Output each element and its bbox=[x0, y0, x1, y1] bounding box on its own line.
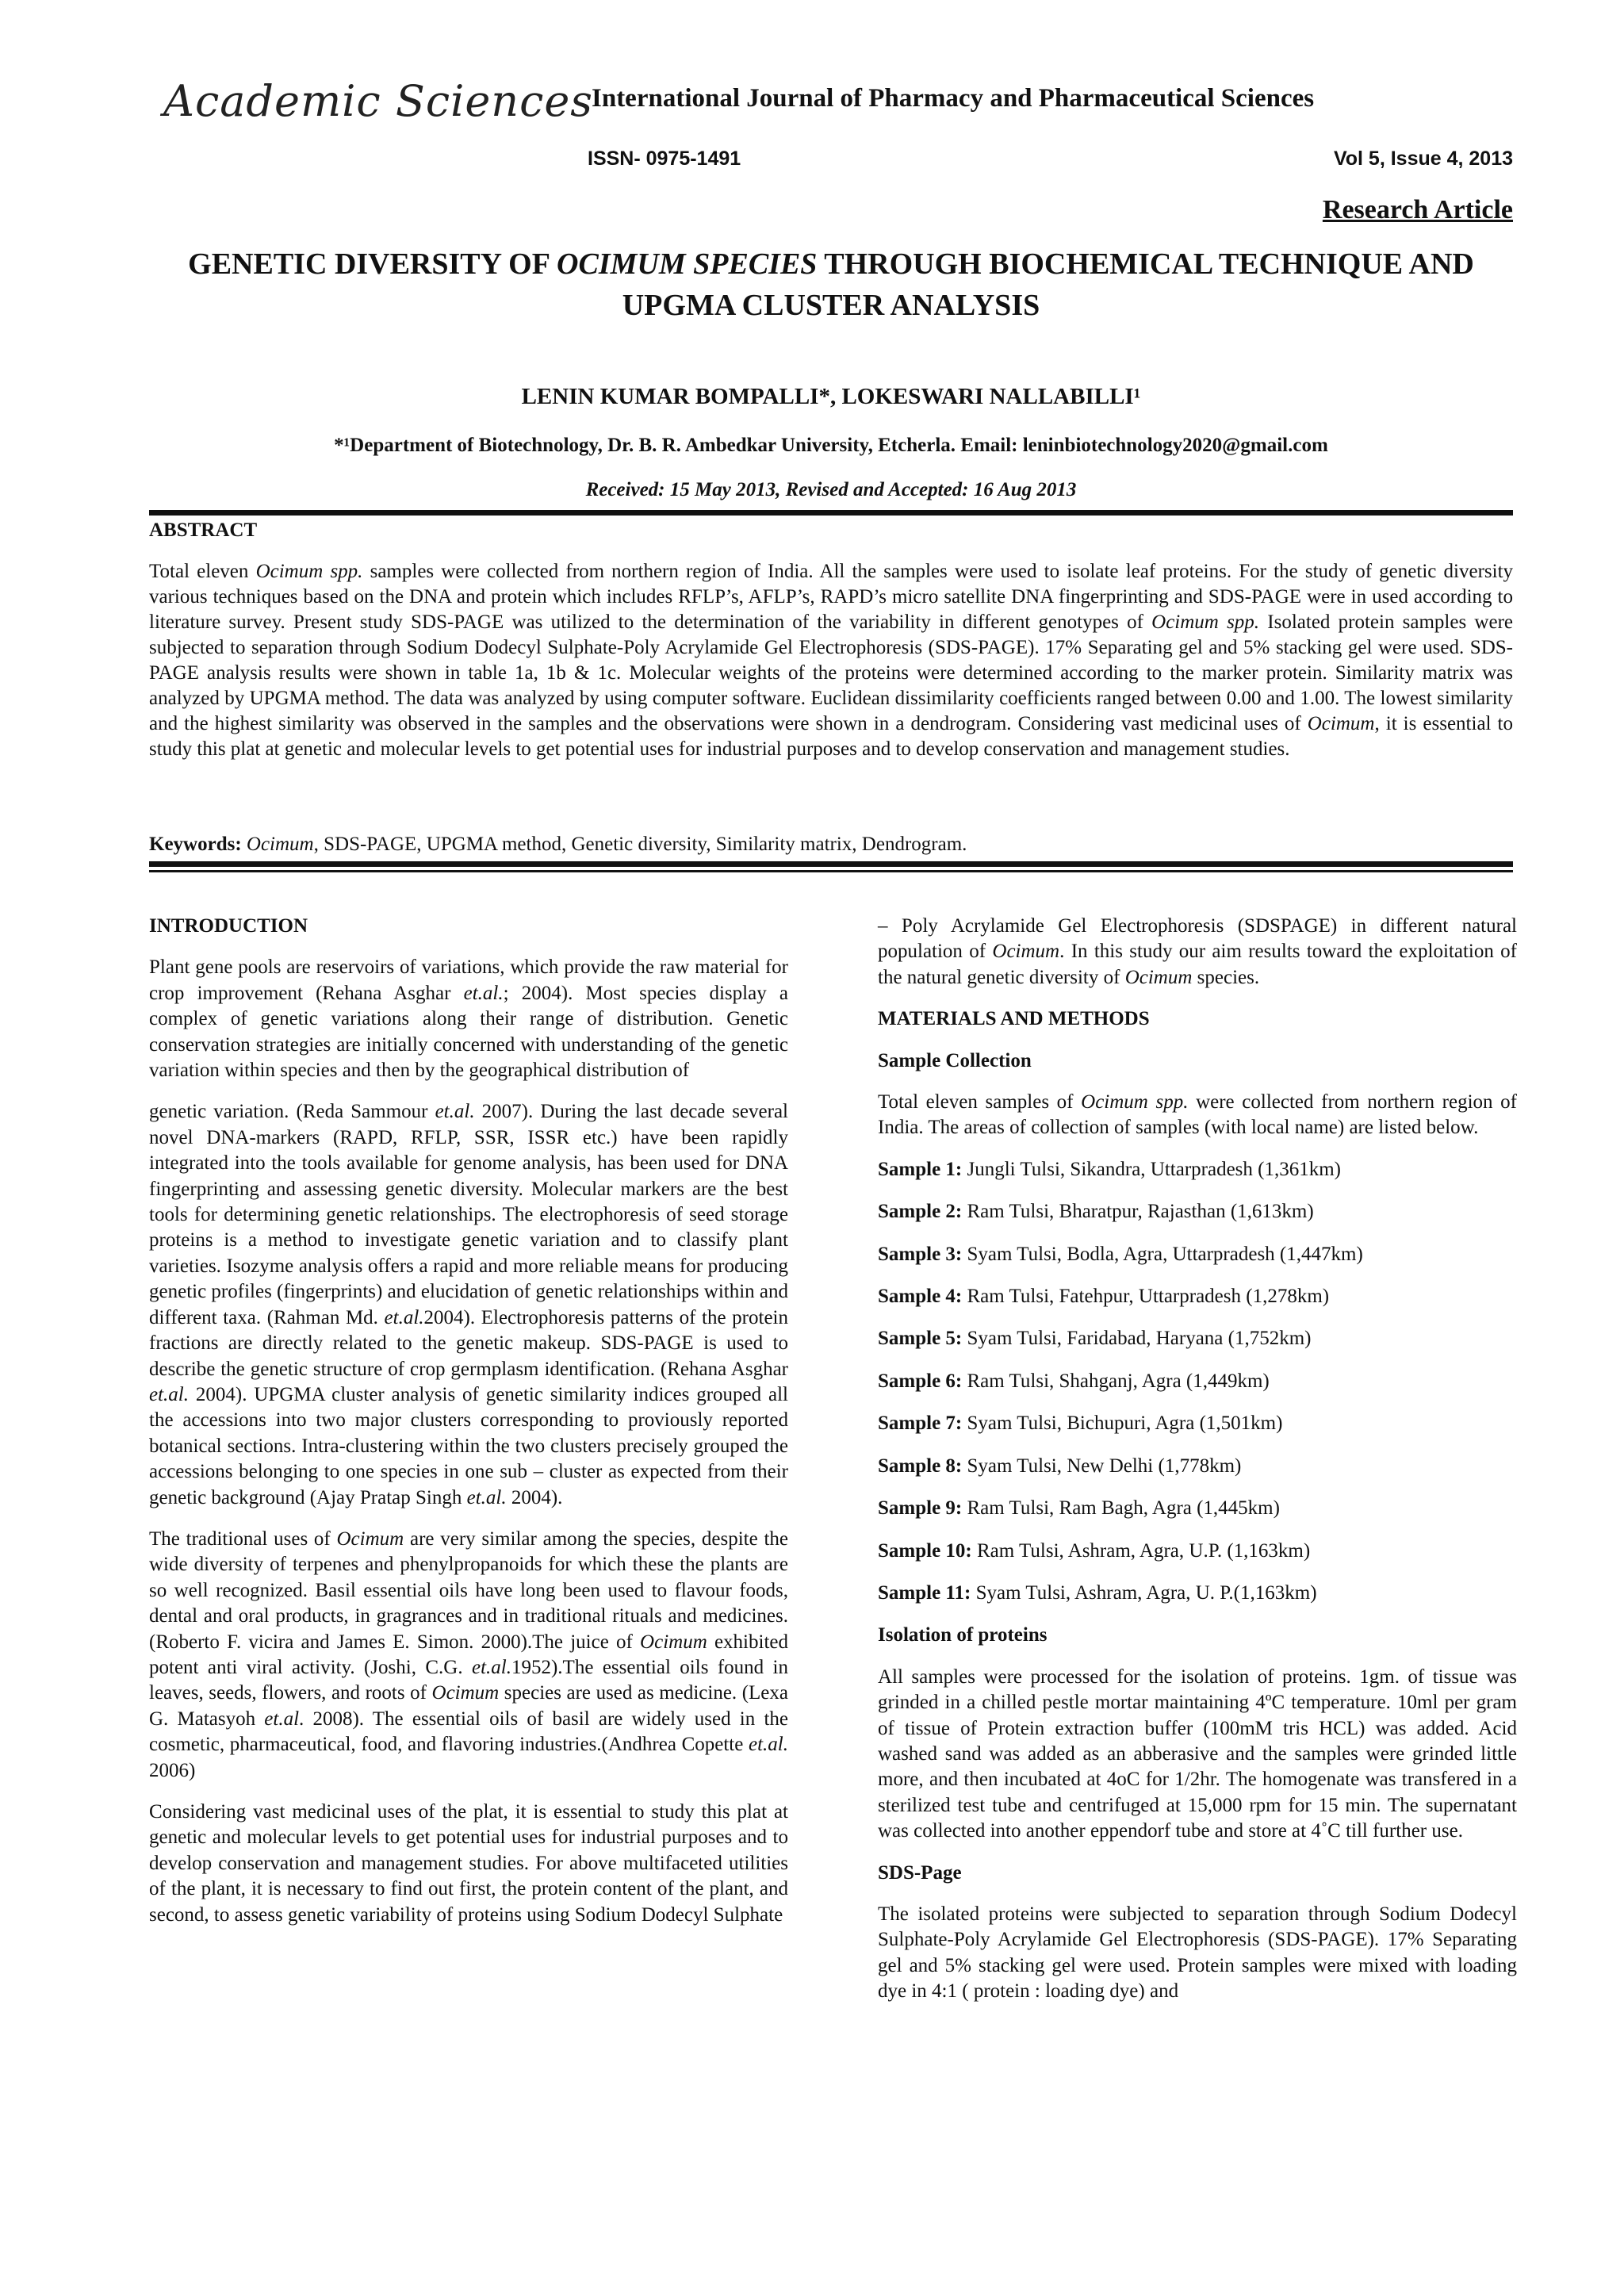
divider bbox=[149, 861, 1513, 867]
abstract-heading: ABSTRACT bbox=[149, 519, 258, 541]
sample-item: Sample 3: Syam Tulsi, Bodla, Agra, Uttarpradesh (1,447km) bbox=[878, 1243, 1363, 1265]
sample-item: Sample 2: Ram Tulsi, Bharatpur, Rajasthan (1,613km) bbox=[878, 1201, 1314, 1223]
divider bbox=[149, 510, 1513, 516]
sample-item: Sample 4: Ram Tulsi, Fatehpur, Uttarpradesh (1,278km) bbox=[878, 1286, 1330, 1308]
paragraph: genetic variation. (Reda Sammour et.al. 2007). During the last decade several novel DNA-markers (RAPD, RFLP, SSR, ISSR etc.) have been rapidly integrated into the tools available for genome analysis, has been used for DNA fingerprinting and assessing genetic diversity. Molecular markers are the best tools for determining genetic relationships. The electrophoresis of seed storage proteins is a method to investigate genetic variation and to classify plant varieties. Isozyme analysis offers a rapid and more reliable means for producing genetic profiles (fingerprints) and elucidation of genetic relationships within and different taxa. (Rahman Md. et.al.2004). Electrophoresis patterns of the protein fractions are directly related to the genetic makeup. SDS-PAGE is used to describe the genetic structure of crop germplasm identification. (Rehana Asghar et.al. 2004). UPGMA cluster analysis of genetic similarity indices grouped all the accessions into two major clusters corresponding to proviously reported botanical sections. Intra-clustering within the two clusters precisely grouped the accessions belonging to one species in one sub – cluster as expected from their genetic background (Ajay Pratap Singh et.al. 2004). bbox=[149, 1101, 789, 1508]
sample-item: Sample 11: Syam Tulsi, Ashram, Agra, U. P.(1,163km) bbox=[878, 1581, 1317, 1604]
sample-item: Sample 8: Syam Tulsi, New Delhi (1,778km) bbox=[878, 1455, 1242, 1477]
isolation-heading: Isolation of proteins bbox=[878, 1624, 1048, 1646]
sample-item: Sample 6: Ram Tulsi, Shahganj, Agra (1,449km) bbox=[878, 1370, 1270, 1392]
sample-item: Sample 7: Syam Tulsi, Bichupuri, Agra (1,501km) bbox=[878, 1412, 1283, 1435]
paragraph: – Poly Acrylamide Gel Electrophoresis (SDSPAGE) in different natural population of Ocimum. In this study our aim results toward the exploitation of the natural genetic diversity of Ocimum species. bbox=[878, 915, 1517, 988]
methods-heading: MATERIALS AND METHODS bbox=[878, 1008, 1150, 1030]
affiliation: *¹Department of Biotechnology, Dr. B. R. Ambedkar University, Etcherla. Email: leninbiotechnology2020@gmail.com bbox=[334, 435, 1328, 456]
introduction-heading: INTRODUCTION bbox=[149, 915, 308, 937]
left-column bbox=[149, 914, 788, 1944]
sample-item: Sample 5: Syam Tulsi, Faridabad, Haryana (1,752km) bbox=[878, 1328, 1312, 1350]
right-column bbox=[878, 914, 1517, 2021]
keywords: Keywords: Ocimum, SDS-PAGE, UPGMA method, Genetic diversity, Similarity matrix, Dendrogram. bbox=[149, 834, 967, 855]
paragraph: Plant gene pools are reservoirs of variations, which provide the raw material for crop improvement (Rehana Asghar et.al.; 2004). Most species display a complex of genetic variations along their range of distribution. Genetic conservation strategies are initially concerned with understanding of the genetic variation within species and then by the geographical distribution of bbox=[149, 956, 788, 1082]
divider bbox=[149, 870, 1513, 872]
journal-header bbox=[149, 76, 1513, 140]
article-type: Research Article bbox=[1322, 195, 1513, 224]
sds-page-heading: SDS-Page bbox=[878, 1861, 962, 1884]
sample-collection-heading: Sample Collection bbox=[878, 1049, 1032, 1071]
paragraph: The isolated proteins were subjected to separation through Sodium Dodecyl Sulphate-Poly Acrylamide Gel Electrophoresis (SDS-PAGE). 17% Separating gel and 5% stacking gel were used. Protein samples were mixed with loading dye in 4:1 ( protein : loading dye) and bbox=[878, 1903, 1517, 2003]
received-dates: Received: 15 May 2013, Revised and Accepted: 16 Aug 2013 bbox=[585, 479, 1077, 500]
journal-title: International Journal of Pharmacy and Pharmaceutical Sciences bbox=[592, 84, 1315, 113]
publisher-logo: Academic Sciences bbox=[163, 76, 593, 126]
abstract-text: Total eleven Ocimum spp. samples were collected from northern region of India. All the samples were used to isolate leaf proteins. For the study of genetic diversity various techniques based on the DNA and protein which includes RFLP’s, AFLP’s, RAPD’s micro satellite DNA fingerprinting and SDS-PAGE were in used according to literature survey. Present study SDS-PAGE was utilized to the determination of the variability in different genotypes of Ocimum spp. Isolated protein samples were subjected to separation through Sodium Dodecyl Sulphate-Poly Acrylamide Gel Electrophoresis (SDS-PAGE). 17% Separating gel and 5% stacking gel were used. SDS-PAGE analysis results were shown in table 1a, 1b & 1c. Molecular weights of the proteins were determined according to the marker protein. Similarity matrix was analyzed by UPGMA method. The data was analyzed by using computer software. Euclidean dissimilarity coefficients ranged between 0.00 and 1.00. The lowest similarity and the highest similarity was observed in the samples and the observations were shown in a dendrogram. Considering vast medicinal uses of Ocimum, it is essential to study this plat at genetic and molecular levels to get potential uses for industrial purposes and to develop conservation and management studies. bbox=[149, 561, 1514, 760]
volume-issue: Vol 5, Issue 4, 2013 bbox=[1333, 148, 1513, 170]
paragraph: Total eleven samples of Ocimum spp. were collected from northern region of India. The areas of collection of samples (with local name) are listed below. bbox=[878, 1091, 1517, 1139]
sample-item: Sample 1: Jungli Tulsi, Sikandra, Uttarpradesh (1,361km) bbox=[878, 1158, 1342, 1180]
paragraph: Considering vast medicinal uses of the plat, it is essential to study this plat at genetic and molecular levels to get potential uses for industrial purposes and to develop conservation and management studies. For above multifaceted utilities of the plant, it is necessary to find out first, the protein content of the plant, and second, to assess genetic variability of proteins using Sodium Dodecyl Sulphate bbox=[149, 1801, 788, 1926]
sample-item: Sample 9: Ram Tulsi, Ram Bagh, Agra (1,445km) bbox=[878, 1497, 1280, 1520]
paragraph: All samples were processed for the isolation of proteins. 1gm. of tissue was grinded in a chilled pestle mortar maintaining 4ºC temperature. 10ml per gram of tissue of Protein extraction buffer (100mM tris HCL) was added. Acid washed sand was added as an abberasive and the samples were grinded little more, and then incubated at 4oC for 1/2hr. The homogenate was transfered in a sterilized test tube and centrifuged at 15,000 rpm for 15 min. The supernatant was collected into another eppendorf tube and store at 4˚C till further use. bbox=[878, 1665, 1517, 1842]
issn: ISSN- 0975-1491 bbox=[588, 148, 741, 170]
paper-page bbox=[149, 0, 1517, 2296]
paragraph: The traditional uses of Ocimum are very similar among the species, despite the wide diversity of terpenes and phenylpropanoids for which these the plants are so well recognized. Basil essential oils have long been used to flavour foods, dental and oral products, in gragrances and in traditional rituals and medicines. (Roberto F. vicira and James E. Simon. 2000).The juice of Ocimum exhibited potent anti viral activity. (Joshi, C.G. et.al.1952).The essential oils found in leaves, seeds, flowers, and roots of Ocimum species are used as medicine. (Lexa G. Matasyoh et.al. 2008). The essential oils of basil are widely used in the cosmetic, pharmaceutical, food, and flavoring industries.(Andhrea Copette et.al. 2006) bbox=[149, 1527, 789, 1781]
authors: LENIN KUMAR BOMPALLI*, LOKESWARI NALLABILLI¹ bbox=[521, 384, 1141, 409]
paper-title: GENETIC DIVERSITY OF OCIMUM SPECIES THROUGH BIOCHEMICAL TECHNIQUE AND UPGMA CLUSTER ANALYSIS bbox=[188, 247, 1474, 322]
sample-item: Sample 10: Ram Tulsi, Ashram, Agra, U.P. (1,163km) bbox=[878, 1539, 1311, 1562]
